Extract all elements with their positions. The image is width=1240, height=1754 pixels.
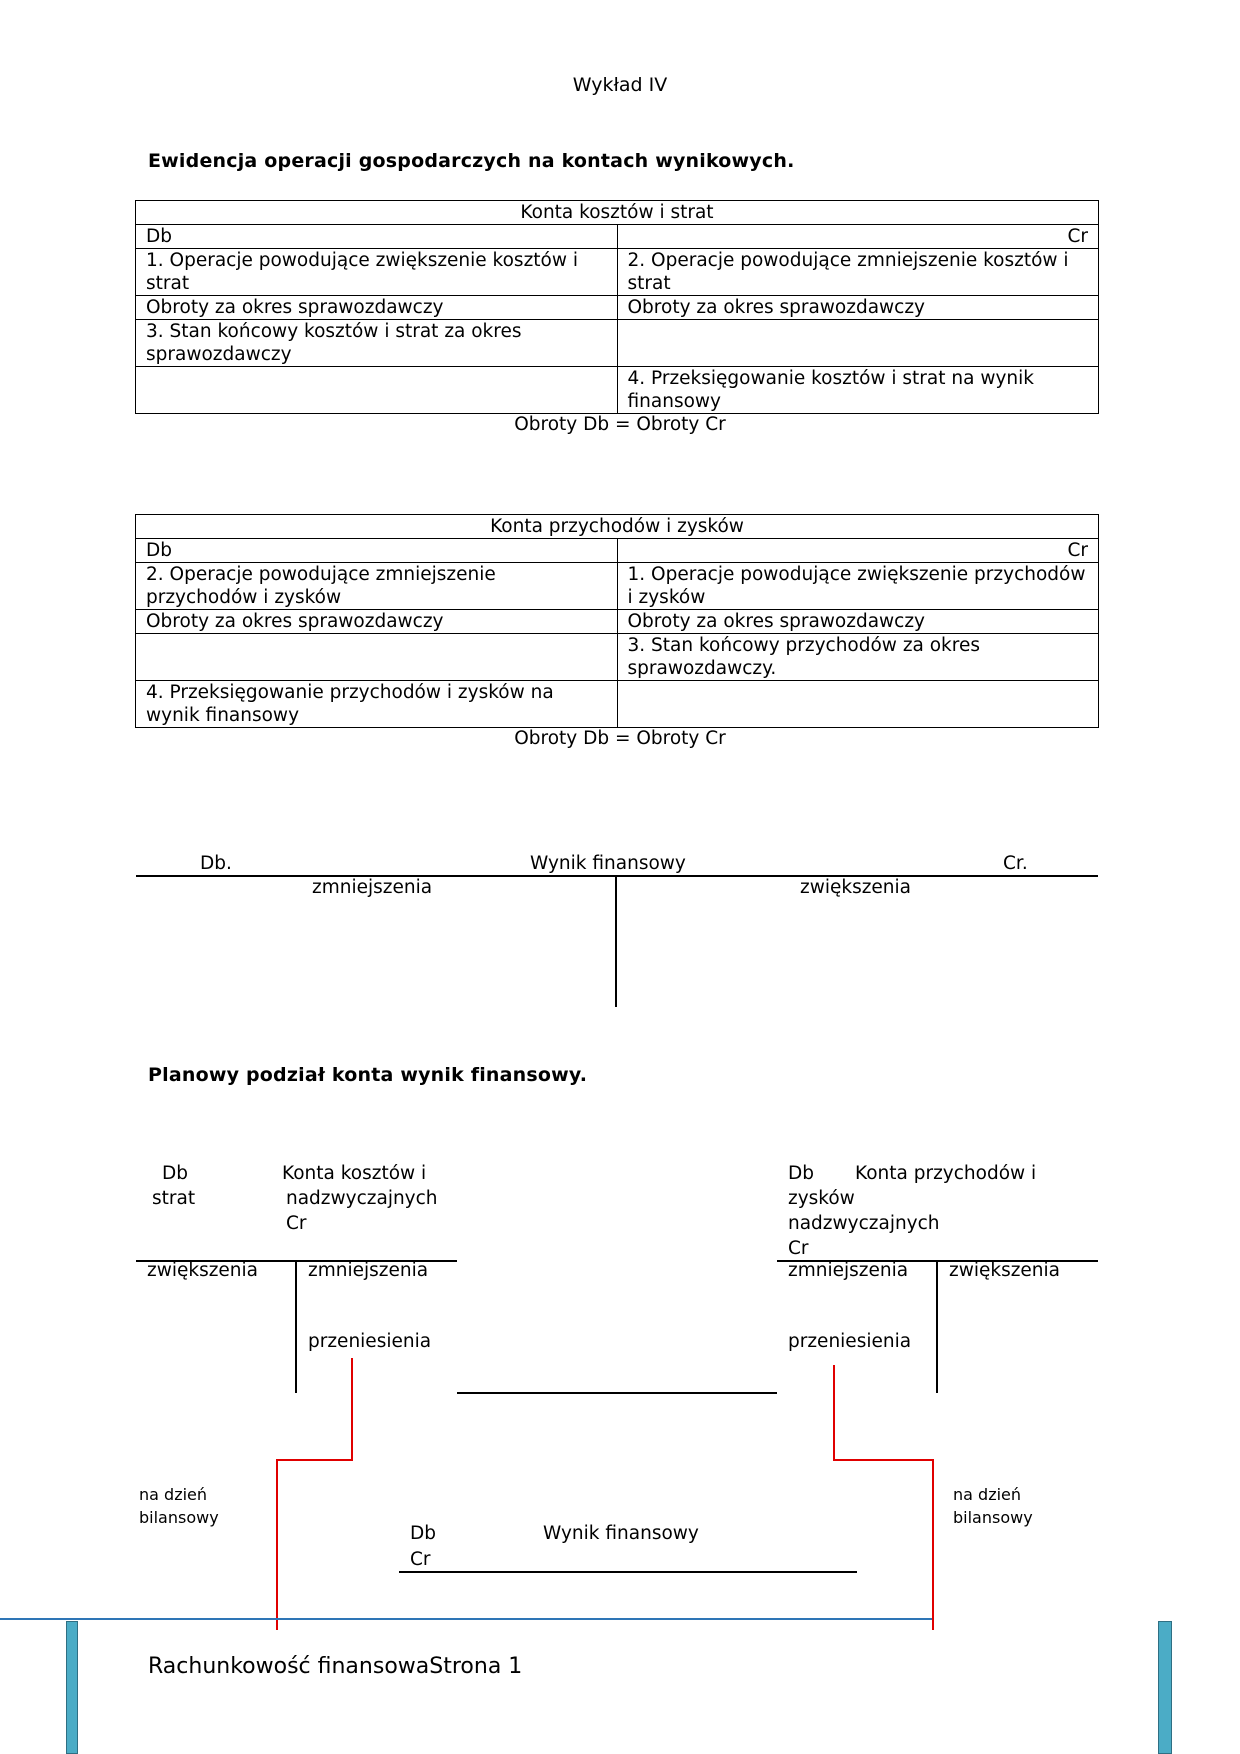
right-account-line3: nadzwyczajnych <box>788 1213 940 1234</box>
costs-row4-right: 4. Przeksięgowanie kosztów i strat na wynik finansowy <box>617 367 1099 414</box>
costs-row2-left: Obroty za okres sprawozdawczy <box>136 296 618 320</box>
t-account-cr-label: Cr. <box>1003 853 1028 874</box>
t-account-db-label: Db. <box>200 853 232 874</box>
left-account-db: Db <box>162 1163 188 1184</box>
left-account-nadzwyczajnych: nadzwyczajnych <box>286 1188 438 1209</box>
left-account-strat: strat <box>152 1188 196 1209</box>
footer-text <box>148 1654 522 1679</box>
left-account-cr: Cr <box>286 1213 307 1234</box>
right-account-col-right: zwiększenia <box>949 1260 1061 1281</box>
right-account-line2: zysków <box>788 1188 855 1209</box>
result-account-db: Db <box>410 1523 436 1544</box>
section-heading-2: Planowy podział konta wynik finansowy. <box>148 1064 588 1086</box>
costs-cr-label: Cr <box>617 225 1099 249</box>
right-account-col-left: zmniejszenia <box>788 1260 909 1281</box>
revenue-equation: Obroty Db = Obroty Cr <box>514 728 726 749</box>
revenue-row1-left: 2. Operacje powodujące zmniejszenie przychodów i zysków <box>136 563 618 610</box>
page-title: Wykład IV <box>572 74 668 96</box>
revenue-row4-left: 4. Przeksięgowanie przychodów i zysków na wynik finansowy <box>136 681 618 728</box>
revenue-row2-right: Obroty za okres sprawozdawczy <box>617 610 1099 634</box>
t-account-title: Wynik finansowy <box>530 853 686 874</box>
left-note: na dzień bilansowy <box>139 1485 219 1527</box>
costs-row1-left: 1. Operacje powodujące zwiększenie kosztów i strat <box>136 249 618 296</box>
footer-left-bar <box>66 1621 78 1754</box>
left-account-transfer: przeniesienia <box>308 1331 432 1352</box>
right-account-transfer: przeniesienia <box>788 1331 912 1352</box>
footer-rule <box>0 1618 932 1620</box>
costs-row3-left: 3. Stan końcowy kosztów i strat za okres sprawozdawczy <box>136 320 618 367</box>
right-account-cr: Cr <box>788 1238 809 1259</box>
revenue-row2-left: Obroty za okres sprawozdawczy <box>136 610 618 634</box>
costs-db-label: Db <box>136 225 618 249</box>
t-account-right-text: zwiększenia <box>800 877 912 898</box>
costs-equation: Obroty Db = Obroty Cr <box>514 414 726 435</box>
t-account-left-text: zmniejszenia <box>312 877 433 898</box>
costs-row2-right: Obroty za okres sprawozdawczy <box>617 296 1099 320</box>
revenue-row3-right: 3. Stan końcowy przychodów za okres sprawozdawczy. <box>617 634 1099 681</box>
costs-row1-right: 2. Operacje powodujące zmniejszenie kosztów i strat <box>617 249 1099 296</box>
section-heading-1: Ewidencja operacji gospodarczych na kontach wynikowych. <box>148 150 795 172</box>
revenue-row1-right: 1. Operacje powodujące zwiększenie przychodów i zysków <box>617 563 1099 610</box>
left-account-title: Konta kosztów i <box>282 1163 427 1184</box>
right-note: na dzień bilansowy <box>953 1485 1033 1527</box>
result-account-rule <box>399 1571 857 1573</box>
result-account-title: Wynik finansowy <box>543 1523 699 1544</box>
left-account-col-right: zmniejszenia <box>308 1260 429 1281</box>
costs-table-title: Konta kosztów i strat <box>136 201 1099 225</box>
footer-right-bar <box>1158 1621 1172 1754</box>
footer-page-number: Strona 1 <box>429 1654 523 1679</box>
footer-title: Rachunkowość finansowa <box>148 1654 430 1679</box>
revenue-db-label: Db <box>136 539 618 563</box>
right-flow-line <box>834 1365 933 1630</box>
right-account-title: Konta przychodów i <box>855 1163 1037 1184</box>
right-account-db: Db <box>788 1163 814 1184</box>
left-flow-line <box>277 1358 352 1630</box>
result-account-cr: Cr <box>410 1549 431 1570</box>
revenue-cr-label: Cr <box>617 539 1099 563</box>
left-account-col-left: zwiększenia <box>147 1260 259 1281</box>
revenue-table-title: Konta przychodów i zysków <box>136 515 1099 539</box>
